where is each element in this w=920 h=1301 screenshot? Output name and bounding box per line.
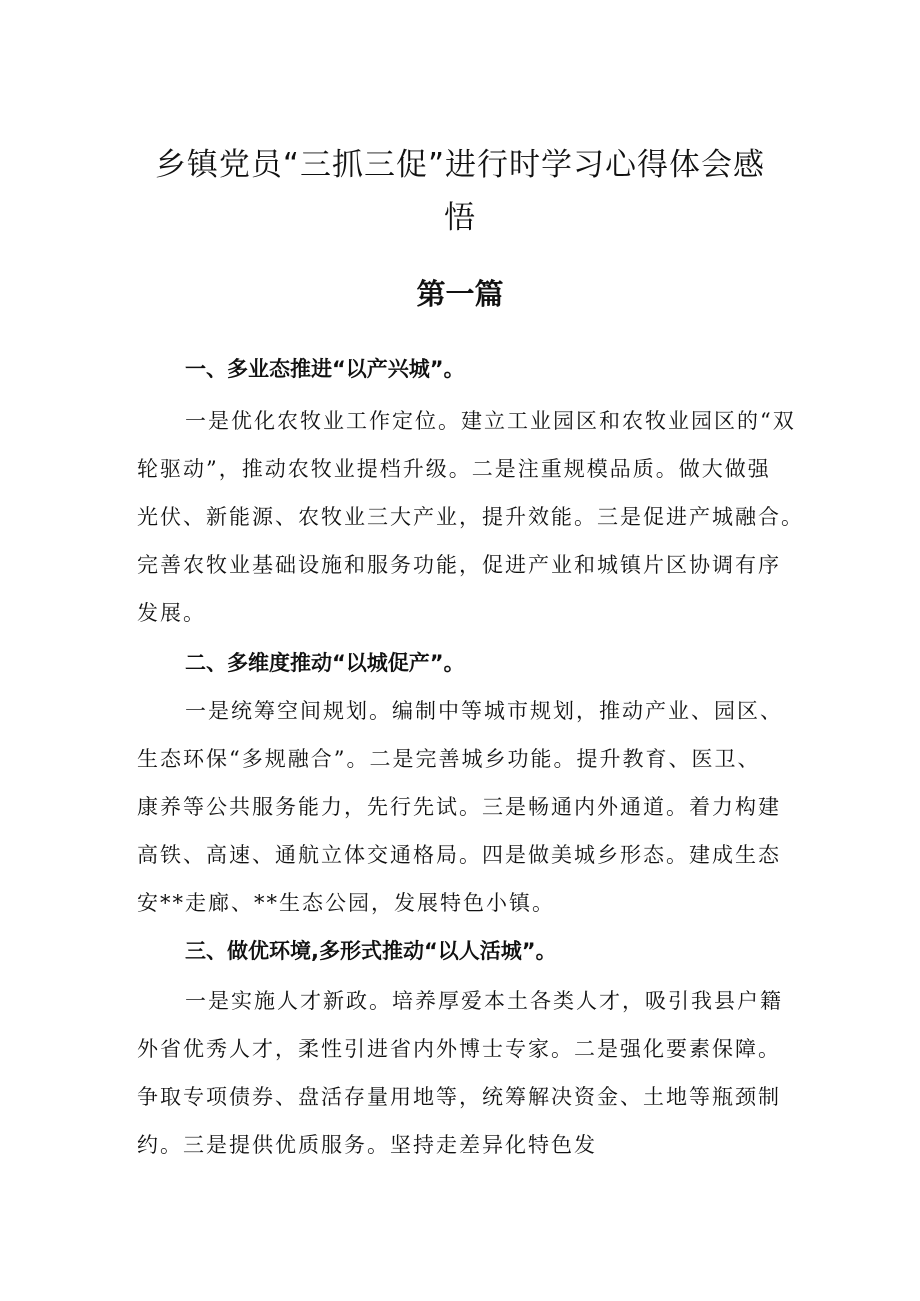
paragraph-line: 生态环保“多规融合”。二是完善城乡功能。提升教育、医卫、: [137, 747, 761, 771]
paragraph-line: 一是实施人才新政。培养厚爱本土各类人才，吸引我县户籍: [185, 989, 783, 1013]
paragraph-line: 完善农牧业基础设施和服务功能，促进产业和城镇片区协调有序: [137, 553, 781, 577]
section-heading: 二、多维度推动“以城促产”。: [185, 651, 465, 675]
paragraph-line: 一是统筹空间规划。编制中等城市规划，推动产业、园区、: [185, 699, 783, 723]
section-heading: 三、做优环境,多形式推动“以人活城”。: [185, 939, 557, 963]
document-title-continued: 悟: [444, 200, 476, 236]
document-title: 乡镇党员“三抓三促”进行时学习心得体会感: [154, 147, 766, 183]
paragraph-line: 轮驱动”，推动农牧业提档升级。二是注重规模品质。做大做强: [137, 457, 771, 481]
paragraph-line: 外省优秀人才，柔性引进省内外博士专家。二是强化要素保障。: [137, 1037, 781, 1061]
paragraph-line: 康养等公共服务能力，先行先试。三是畅通内外通道。着力构建: [137, 795, 781, 819]
section-heading: 一、多业态推进“以产兴城”。: [185, 357, 465, 381]
paragraph-line: 约。三是提供优质服务。坚持走差异化特色发: [137, 1133, 597, 1157]
paragraph-line: 一是优化农牧业工作定位。建立工业园区和农牧业园区的“双: [185, 409, 796, 433]
paragraph-line: 发展。: [137, 601, 206, 625]
paragraph-line: 高铁、高速、通航立体交通格局。四是做美城乡形态。建成生态: [137, 843, 781, 867]
paragraph-line: 争取专项债券、盘活存量用地等，统筹解决资金、土地等瓶颈制: [137, 1085, 781, 1109]
paragraph-line: 光伏、新能源、农牧业三大产业，提升效能。三是促进产城融合。: [137, 505, 804, 529]
chapter-heading: 第一篇: [416, 277, 504, 311]
paragraph-line: 安**走廊、**生态公园，发展特色小镇。: [137, 891, 555, 915]
